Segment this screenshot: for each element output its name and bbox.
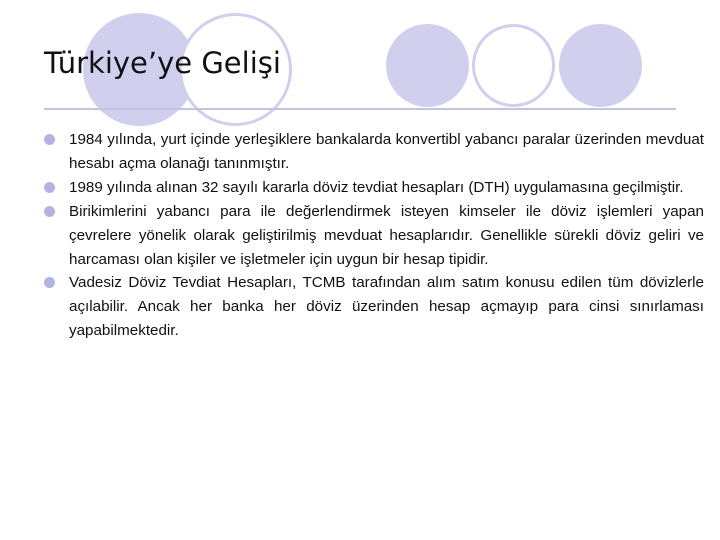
bullet-dot-icon bbox=[44, 182, 55, 193]
bullet-item bbox=[44, 200, 704, 272]
bullet-text: 1989 yılında alınan 32 sayılı kararla döviz tevdiat hesapları (DTH) uygulamasına geçilmiştir. bbox=[69, 178, 684, 196]
decorative-circle-filled bbox=[559, 24, 642, 107]
bullet-text: 1984 yılında, yurt içinde yerleşiklere bankalarda konvertibl yabancı paralar üzerinden mevduat hesabı açma olanağı tanınmıştır. bbox=[69, 131, 704, 172]
bullet-item bbox=[44, 176, 704, 200]
bullet-item bbox=[44, 128, 704, 176]
bullet-list bbox=[44, 128, 704, 343]
slide-title: Türkiye’ye Gelişi bbox=[44, 46, 281, 80]
title-divider bbox=[44, 108, 676, 110]
bullet-dot-icon bbox=[44, 277, 55, 288]
bullet-text: Birikimlerini yabancı para ile değerlendirmek isteyen kimseler ile döviz işlemleri yapan çevrelere yönelik olarak geliştirilmiş mevduat hesaplarıdır. Genellikle sürekli döviz geliri ve harcaması olan kişiler ve işletmeler için uygun bir hesap tipidir. bbox=[69, 202, 704, 268]
decorative-circle-outline bbox=[472, 24, 555, 107]
bullet-item bbox=[44, 271, 704, 343]
bullet-dot-icon bbox=[44, 134, 55, 145]
bullet-text: Vadesiz Döviz Tevdiat Hesapları, TCMB tarafından alım satım konusu edilen tüm dövizlerle açılabilir. Ancak her banka her döviz üzerinden hesap açmayıp para cinsi sınırlaması yapabilmektedir. bbox=[69, 274, 704, 340]
bullet-dot-icon bbox=[44, 206, 55, 217]
decorative-circle-filled bbox=[386, 24, 469, 107]
